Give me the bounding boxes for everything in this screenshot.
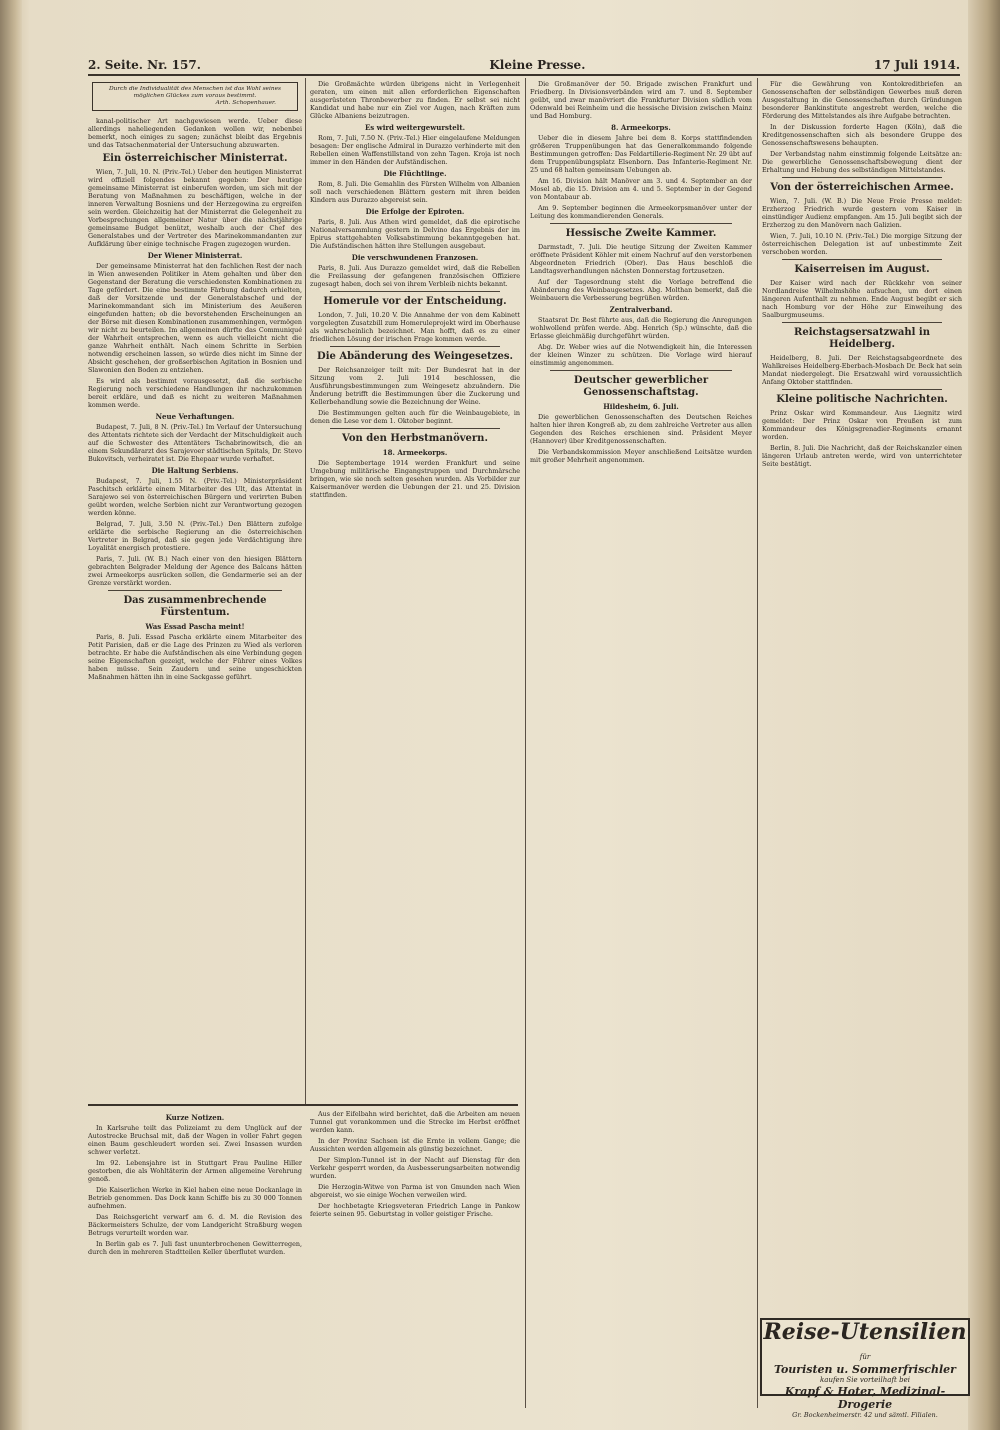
- article-paragraph: In Berlin gab es 7. Juli fast ununterbrochenen Gewitterregen, durch den in mehreren Stadtteilen Keller überflutet wurden.: [88, 1240, 302, 1256]
- column-2: [310, 80, 520, 1105]
- article-paragraph: Der Reichsanzeiger teilt mit: Der Bundesrat hat in der Sitzung vom 2. Juli 1914 beschlossen, die Ausführungsbestimmungen zum Weingesetz abzuändern. Die Änderung betrifft die Bestimmungen über die Zuckerung und Kellerbehandlung sowie die Bezeichnung der Weine.: [310, 366, 520, 406]
- notices-column-right: [310, 1110, 520, 1410]
- header-rule: [88, 74, 960, 76]
- column-divider: [757, 78, 758, 1408]
- article-subhead: 8. Armeekorps.: [611, 123, 671, 132]
- masthead-title: Kleine Presse.: [489, 58, 586, 72]
- article-subhead: Was Essad Pascha meint!: [145, 622, 245, 631]
- ad-title: Reise-Utensilien: [763, 1319, 967, 1345]
- article-paragraph: Das Reichsgericht verwarf am 6. d. M. die Revision des Bäckermeisters Schulze, der vom Landgericht Straßburg wegen Betrugs verurteilt worden war.: [88, 1213, 302, 1237]
- notices-column-left: [88, 1110, 302, 1410]
- article-paragraph: Wien, 7. Juli, 10.10 N. (Priv.-Tel.) Die morgige Sitzung der österreichischen Delegation ist auf unbestimmte Zeit verschoben worden.: [762, 232, 962, 256]
- page-binding: [0, 0, 22, 1430]
- issue-date: 17 Juli 1914.: [873, 58, 960, 72]
- section-separator: [782, 259, 942, 260]
- article-paragraph: Der hochbetagte Kriegsveteran Friedrich Lange in Pankow feierte seinen 95. Geburtstag in voller geistiger Frische.: [310, 1202, 520, 1218]
- article-headline: Die Abänderung des Weingesetzes.: [317, 351, 513, 362]
- article-paragraph: Budapest, 7. Juli, 8 N. (Priv.-Tel.) Im Verlauf der Untersuchung des Attentats richtete sich der Verdacht der Mitschuldigkeit auch auf die Schwester des Attentäters Tschabrinowitsch, die an einem Sekundärarzt des Sarajevoer städtischen Spitals, Dr. Stevo Bukovitsch, verheiratet ist. Die Ehepaar wurde verhaftet.: [88, 423, 302, 463]
- column-divider: [305, 78, 306, 1106]
- ad-firm-name: Krapf & Hoter, Medizinal-Drogerie: [784, 1385, 946, 1411]
- article-paragraph: London, 7. Juli, 10.20 V. Die Annahme der von dem Kabinett vorgelegten Zusatzbill zum Homeruleprojekt wird im Oberhause als wahrscheinlich bezeichnet. Man hofft, daß es zu einer friedlichen Lösung der irischen Frage kommen werde.: [310, 311, 520, 343]
- article-paragraph: Die Kaiserlichen Werke in Kiel haben eine neue Dockanlage in Betrieb genommen. Das Dock kann Schiffe bis zu 30 000 Tonnen aufnehmen.: [88, 1186, 302, 1210]
- article-paragraph: Der Simplon-Tunnel ist in der Nacht auf Dienstag für den Verkehr gesperrt worden, da Ausbesserungsarbeiten notwendig wurden.: [310, 1156, 520, 1180]
- motto-box: [92, 82, 298, 111]
- article-paragraph: Abg. Dr. Weber wies auf die Notwendigkeit hin, die Interessen der kleinen Winzer zu schützen. Die Vorlage wird hierauf einstimmig angenommen.: [530, 343, 752, 367]
- article-headline: Kaiserreisen im August.: [794, 264, 930, 275]
- article-subhead: Es wird weitergewurstelt.: [364, 123, 466, 132]
- column-4: [762, 80, 962, 1310]
- article-subhead: Kurze Notizen.: [165, 1113, 225, 1122]
- article-paragraph: Budapest, 7. Juli, 1.55 N. (Priv.-Tel.) Ministerpräsident Paschitsch erklärte einem Mitarbeiter des Ult, das Attentat in Sarajewo sei von österreichischen Bürgern und verirrten Buben geübt worden, welche Serbien nicht zur Verantwortung gezogen werden könne.: [88, 477, 302, 517]
- bottom-section-rule: [88, 1104, 518, 1106]
- section-separator: [782, 322, 942, 323]
- article-headline: Hessische Zweite Kammer.: [565, 228, 717, 239]
- article-paragraph: Prinz Oskar wird Kommandeur. Aus Liegnitz wird gemeldet: Der Prinz Oskar von Preußen ist zum Kommandeur des Königsgrenadier-Regiments ernannt worden.: [762, 409, 962, 441]
- article-paragraph: Rom, 7. Juli, 7.50 N. (Priv.-Tel.) Hier eingelaufene Meldungen besagen: Der englische Admiral in Durazzo verhinderte mit den Rebellen einen Waffenstillstand von zehn Tagen. Kroja ist noch immer in den Händen der Aufständischen.: [310, 134, 520, 166]
- motto-text: Durch die Individualität des Menschen ist das Wohl seines möglichen Glückes zum voraus bestimmt.: [109, 86, 281, 99]
- article-paragraph: kanal-politischer Art nachgewiesen werde. Ueber diese allerdings naheliegenden Gedanken wollen wir, nebenbei bemerkt, noch einiges zu sagen; zunächst bleibt das Ergebnis und das Tatsachenmaterial der Untersuchung abzuwarten.: [88, 117, 302, 149]
- section-separator: [330, 346, 500, 347]
- article-paragraph: Paris, 8. Juli. Essad Pascha erklärte einem Mitarbeiter des Petit Parisien, daß er die Lage des Prinzen zu Wied als verloren betrachte. Er habe die Aufständischen als eine Verbindung gegen seine Eigenschaften gezeigt, welche der Führer eines Volkes haben müsse. Sein Zaudern und seine ungeschickten Maßnahmen hätten ihn in eine Sackgasse geführt.: [88, 633, 302, 681]
- article-paragraph: Die gewerblichen Genossenschaften des Deutschen Reiches halten hier ihren Kongreß ab, zu dem zahlreiche Vertreter aus allen Gegenden des Reiches erschienen sind. Präsident Meyer (Hannover) über Kreditgenossenschaften.: [530, 413, 752, 445]
- article-paragraph: Die Herzogin-Witwe von Parma ist von Gmunden nach Wien abgereist, wo sie einige Wochen verweilen wird.: [310, 1183, 520, 1199]
- article-paragraph: In der Provinz Sachsen ist die Ernte in vollem Gange; die Aussichten werden allgemein als günstig bezeichnet.: [310, 1137, 520, 1153]
- ad-address: Gr. Bockenheimerstr. 42 und sämtl. Filialen.: [792, 1411, 938, 1419]
- column-divider: [525, 78, 526, 1408]
- article-headline: Von der österreichischen Armee.: [770, 182, 954, 193]
- article-paragraph: Am 9. September beginnen die Armeekorpsmanöver unter der Leitung des kommandierenden Generals.: [530, 204, 752, 220]
- article-paragraph: Aus der Eifelbahn wird berichtet, daß die Arbeiten am neuen Tunnel gut vorankommen und die Strecke im Herbst eröffnet werden kann.: [310, 1110, 520, 1134]
- article-paragraph: Am 16. Division hält Manöver am 3. und 4. September an der Mosel ab, die 15. Division am 4. und 5. September in der Gegend von Montabaur ab.: [530, 177, 752, 201]
- article-paragraph: Wien, 7. Juli, 10. N. (Priv.-Tel.) Ueber den heutigen Ministerrat wird offiziell folgendes bekannt gegeben: Der heutige gemeinsame Ministerrat ist einberufen worden, um sich mit der Beratung von Maßnahmen zu beschäftigen, welche in der inneren Verwaltung Bosniens und der Herzegowina zu ergreifen sein werden. Gleichzeitig hat der Ministerrat die Gelegenheit zu Vorbesprechungen allgemeiner Natur über die nächstjährige gemeinsame Budget benützt, weshalb auch der Chef des Generalstabes und der Vertreter des Marinekommandanten zur Aufklärung über einige technische Fragen zugezogen wurden.: [88, 168, 302, 248]
- section-separator: [108, 590, 282, 591]
- article-paragraph: Paris, 8. Juli. Aus Athen wird gemeldet, daß die epirotische Nationalversammlung gestern in Delvino das Ergebnis der im Epirus stattgehabten Volksabstimmung bekanntgegeben hat. Die Aufständischen hätten ihre Stellungen ausgebaut.: [310, 218, 520, 250]
- section-separator: [782, 177, 942, 178]
- article-headline: Kleine politische Nachrichten.: [776, 394, 948, 405]
- article-paragraph: Der Verbandstag nahm einstimmig folgende Leitsätze an: Die gewerbliche Genossenschaftsbewegung dient der Erhaltung und Hebung des selbständigen Mittelstandes.: [762, 150, 962, 174]
- column-1: [88, 80, 302, 1105]
- advertisement: [760, 1318, 970, 1419]
- article-paragraph: Paris, 8. Juli. Aus Durazzo gemeldet wird, daß die Rebellen die Freilassung der gefangenen französischen Offiziere zugesagt haben, doch sei von ihrem Verbleib nichts bekannt.: [310, 264, 520, 288]
- section-separator: [550, 370, 732, 371]
- page-header: [88, 58, 960, 74]
- article-subhead: Der Wiener Ministerrat.: [147, 251, 243, 260]
- article-paragraph: Heidelberg, 8. Juli. Der Reichstagsabgeordnete des Wahlkreises Heidelberg-Eberbach-Mosbach Dr. Beck hat sein Mandat niedergelegt. Die Ersatzwahl wird voraussichtlich Anfang Oktober stattfinden.: [762, 354, 962, 386]
- article-paragraph: Der Kaiser wird nach der Rückkehr von seiner Nordlandreise Wilhelmshöhe aufsuchen, um dort einen längeren Aufenthalt zu nehmen. Ende August begibt er sich nach Homburg vor der Höhe zur Einweihung des Saalburgmuseums.: [762, 279, 962, 319]
- page-edge: [968, 0, 1000, 1430]
- article-subhead: 18. Armeekorps.: [382, 448, 448, 457]
- article-paragraph: Staatsrat Dr. Best führte aus, daß die Regierung die Anregungen wohlwollend prüfen werde. Abg. Henrich (Sp.) wünschte, daß die Erlasse gleichmäßig durchgeführt würden.: [530, 316, 752, 340]
- article-subhead: Neue Verhaftungen.: [155, 412, 235, 421]
- article-headline: Von den Herbstmanövern.: [342, 433, 488, 444]
- article-paragraph: Berlin, 8. Juli. Die Nachricht, daß der Reichskanzler einen längeren Urlaub antreten werde, wird von unterrichteter Seite bestätigt.: [762, 444, 962, 468]
- section-separator: [782, 389, 942, 390]
- article-headline: Deutscher gewerblicher Genossenschaftstag.: [573, 375, 709, 398]
- article-paragraph: Die Verbandskommission Meyer anschließend Leitsätze wurden mit großer Mehrheit angenommen.: [530, 448, 752, 464]
- section-separator: [330, 428, 500, 429]
- article-paragraph: Paris, 7. Juli. (W. B.) Nach einer von den hiesigen Blättern gebrachten Belgrader Meldung der Agence des Balcans hätten zwei Armeekorps ausrücken sollen, die Gendarmerie sei an der Grenze verstärkt worden.: [88, 555, 302, 587]
- article-paragraph: Es wird als bestimmt vorausgesetzt, daß die serbische Regierung noch verschiedene Handlungen ihr nachzukommen bereit erkläre, und daß es nicht zu weiteren Maßnahmen kommen werde.: [88, 377, 302, 409]
- article-paragraph: Für die Gewährung von Kontokreditbriefen an Genossenschaften der selbständigen Gewerbes muß deren Ausgestaltung in die Genossenschaften durch Gründungen besonderer Bankinstitute angestrebt werden, welche die Förderung des Mittelstandes als ihre Aufgabe betrachten.: [762, 80, 962, 120]
- article-headline: Das zusammenbrechende Fürstentum.: [123, 595, 267, 618]
- ad-title-suffix: für: [859, 1353, 871, 1361]
- article-paragraph: Rom, 8. Juli. Die Gemahlin des Fürsten Wilhelm von Albanien soll nach verschiedenen Blättern gestern mit ihren beiden Kindern aus Durazzo abgereist sein.: [310, 180, 520, 204]
- article-paragraph: In der Diskussion forderte Hagen (Köln), daß die Kreditgenossenschaften sich als besondere Gruppe des Genossenschaftswesens behaupten.: [762, 123, 962, 147]
- ad-tagline: kaufen Sie vorteilhaft bei: [820, 1376, 910, 1384]
- article-headline: Ein österreichischer Ministerrat.: [102, 153, 288, 164]
- article-paragraph: Die Großmanöver der 50. Brigade zwischen Frankfurt und Friedberg. In Divisionsverbänden wird am 7. und 8. September geübt, und zwar manövriert die Frankfurter Division südlich vom Odenwald bei Reinheim und die hessische Division zwischen Mainz und Bad Homburg.: [530, 80, 752, 120]
- article-subhead: Die Haltung Serbiens.: [151, 466, 239, 475]
- article-paragraph: In Karlsruhe teilt das Polizeiamt zu dem Unglück auf der Autostrecke Bruchsal mit, daß der Wagen in voller Fahrt gegen einen Baum geschleudert worden sei. Zwei Insassen wurden schwer verletzt.: [88, 1124, 302, 1156]
- article-headline: Reichstagsersatzwahl in Heidelberg.: [794, 327, 930, 350]
- ad-subtitle: Touristen u. Sommerfrischler: [774, 1363, 956, 1376]
- article-paragraph: Darmstadt, 7. Juli. Die heutige Sitzung der Zweiten Kammer eröffnete Präsident Köhler mit einem Nachruf auf den verstorbenen Abgeordneten Friedrich (Ober). Das Haus beschloß die Landtagsverhandlungen nächsten Donnerstag fortzusetzen.: [530, 243, 752, 275]
- article-paragraph: Die Septembertage 1914 werden Frankfurt und seine Umgebung militärische Eingangstruppen und Durchmärsche bringen, wie sie noch selten gesehen wurden. Als Vorbilder zur Kaisermanöver werden die Uebungen der 21. und 25. Division stattfinden.: [310, 459, 520, 499]
- article-paragraph: Im 92. Lebensjahre ist in Stuttgart Frau Pauline Hiller gestorben, die als Wohltäterin der Armen allgemeine Verehrung genoß.: [88, 1159, 302, 1183]
- article-paragraph: Wien, 7. Juli. (W. B.) Die Neue Freie Presse meldet: Erzherzog Friedrich wurde gestern vom Kaiser in einstündiger Audienz empfangen. Am 15. Juli begibt sich der Erzherzog zu den Manövern nach Galizien.: [762, 197, 962, 229]
- article-subhead: Die verschwundenen Franzosen.: [351, 253, 479, 262]
- page-number: 2. Seite. Nr. 157.: [88, 58, 201, 72]
- motto-author: Arth. Schopenhauer.: [215, 100, 276, 106]
- column-3: [530, 80, 752, 1408]
- article-paragraph: Der gemeinsame Ministerrat hat den fachlichen Rest der nach in Wien anwesenden Politiker in Atem gehalten und über den Gegenstand der Beratung die verschiedensten Kombinationen zu Tage gefördert. Die eine bestimmte Färbung dadurch erhielten, daß der Vorsitzende und der Generalstabschef und der Marinekommandant sich im Ministerium des Aeußeren eingefunden hatten; ob die bevorstehenden Erscheinungen an der Börse mit diesen Kombinationen zusammenhingen, vermögen wir nicht zu beurteilen. Im allgemeinen dürfte das Communiqué der Wahrheit entsprechen, wenn es auch vielleicht nicht die ganze Wahrheit enthält. Nach einem Schritte in Serbien notwendig erscheinen lassen, so würde dies nicht im Sinne der Absicht geschehen, der großserbischen Agitation in Bosnien und Slawonien den Boden zu entziehen.: [88, 262, 302, 374]
- section-separator: [330, 291, 500, 292]
- article-paragraph: Ueber die in diesem Jahre bei dem 8. Korps stattfindenden größeren Truppenübungen hat das Generalkommando folgende Bestimmungen getroffen: Das Feldartillerie-Regiment Nr. 29 übt auf dem Truppenübungsplatz Elsenborn. Das Infanterie-Regiment Nr. 25 und 68 halten gemeinsam Uebungen ab.: [530, 134, 752, 174]
- article-subhead: Hildesheim, 6. Juli.: [603, 402, 679, 411]
- article-subhead: Die Erfolge der Epiroten.: [365, 207, 465, 216]
- article-paragraph: Die Großmächte würden übrigens nicht in Verlegenheit geraten, um einen mit allen erforderlichen Eigenschaften ausgerüsteten Thronbewerber zu finden. Er selbst sei nicht Kandidat und habe nur ein Ziel vor Augen, nach Kräften zum Glücke Albaniens beizutragen.: [310, 80, 520, 120]
- article-paragraph: Die Bestimmungen gelten auch für die Weinbaugebiete, in denen die Lese vor dem 1. Oktober beginnt.: [310, 409, 520, 425]
- article-headline: Homerule vor der Entscheidung.: [323, 296, 507, 307]
- article-subhead: Zentralverband.: [609, 305, 673, 314]
- article-paragraph: Belgrad, 7. Juli, 3.50 N. (Priv.-Tel.) Den Blättern zufolge erklärte die serbische Regierung an die österreichischen Vertreter in Belgrad, daß sie gegen jede Verdächtigung ihre Loyalität energisch protestiere.: [88, 520, 302, 552]
- section-separator: [550, 223, 732, 224]
- article-subhead: Die Flüchtlinge.: [383, 169, 447, 178]
- article-paragraph: Auf der Tagesordnung steht die Vorlage betreffend die Abänderung des Weinbaugesetzes. Abg. Molthan bemerkt, daß die Weinbauern die Verbesserung begrüßen würden.: [530, 278, 752, 302]
